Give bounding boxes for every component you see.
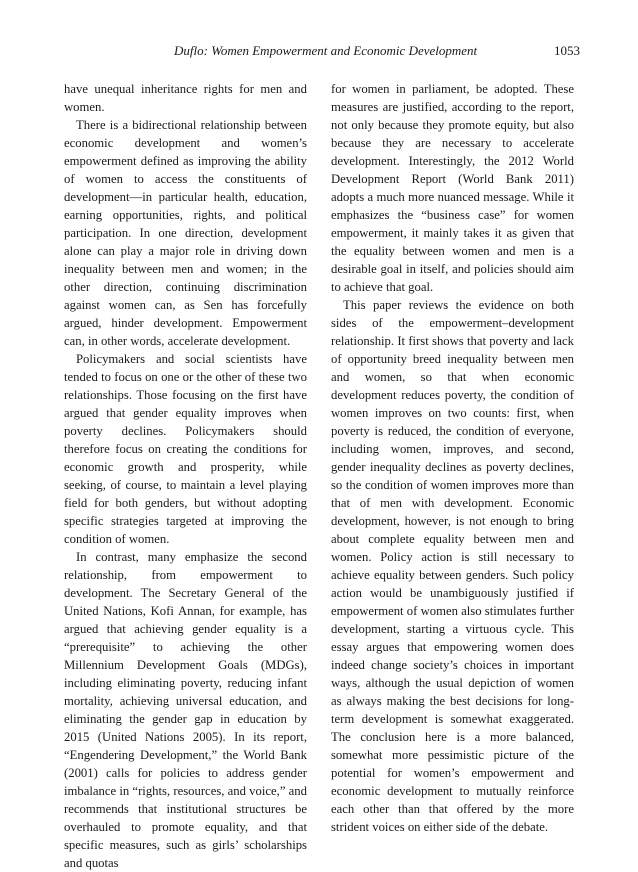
paragraph: There is a bidirectional relationship between economic development and women’s empowerment defined as improving the ability of women to access the constituents of development—in particular health, education, earning opportunities, rights, and political participation. In one direction, development alone can play a major role in driving down inequality between men and women; in the other direction, continuing discrimination against women can, as Sen has forcefully argued, hinder development. Empowerment can, in other words, accelerate development. — [64, 118, 307, 348]
paragraph: This paper reviews the evidence on both sides of the empowerment–development relationship. It first shows that poverty and lack of opportunity breed inequality between men and women, so that when economic development reduces poverty, the condition of women improves on two counts: first, when poverty is reduced, the condition of everyone, including women, improves, and second, gender inequality declines as poverty declines, so the condition of women improves more than that of men with development. Economic development, however, is not enough to bring about complete equality between men and women. Policy action is still necessary to achieve equality between genders. Such policy action would be unambiguously justified if empowerment of women also stimulates further development, starting a virtuous cycle. This essay argues that empowering women does indeed change society’s choices in important ways, although the usual depiction of women as always making the best decisions for long-term development is somewhat exaggerated. The conclusion here is a more balanced, somewhat more pessimistic picture of the potential for women’s empowerment and economic development to mutually reinforce each other than that offered by the more strident voices on either side of the debate. — [331, 298, 574, 834]
paragraph: In contrast, many emphasize the second relationship, from empowerment to development. The Secretary General of the United Nations, Kofi Annan, for example, has argued that achieving gender equality is a “prerequisite” to achieving the other Millennium Development Goals (MDGs), including eliminating poverty, reducing infant mortality, achieving universal education, and eliminating the gender gap in education by 2015 (United Nations 2005). In its report, “Engendering Development,” the World Bank (2001) calls for policies to address gender imbalance in “rights, resources, and voice,” and recommends that institutional structures be overhauled to promote equality, and that specific measures, such as girls’ scholarships and quotas — [64, 550, 307, 870]
paragraph-continuation: for women in parliament, be adopted. These measures are justified, according to the report, not only because they promote equity, but also because they are necessary to accelerate development. Interestingly, the 2012 World Development Report (World Bank 2011) adopts a much more nuanced message. While it emphasizes the “business case” for women empowerment, it mainly takes it as given that the equality between women and men is a desirable goal in itself, and policies should aim to achieve that goal. — [331, 82, 574, 294]
paragraph: Policymakers and social scientists have tended to focus on one or the other of these two relationships. Those focusing on the first have argued that gender equality improves when poverty declines. Policymakers should therefore focus on creating the conditions for economic growth and prosperity, while seeking, of course, to maintain a level playing field for both genders, but without adopting specific strategies targeted at improving the condition of women. — [64, 352, 307, 546]
paragraph-continuation: have unequal inheritance rights for men and women. — [64, 82, 307, 114]
running-head — [60, 42, 580, 60]
right-column — [331, 80, 574, 836]
page-number: 1053 — [554, 43, 580, 58]
left-column — [64, 80, 307, 872]
running-title: Duflo: Women Empowerment and Economic Development — [174, 43, 478, 58]
